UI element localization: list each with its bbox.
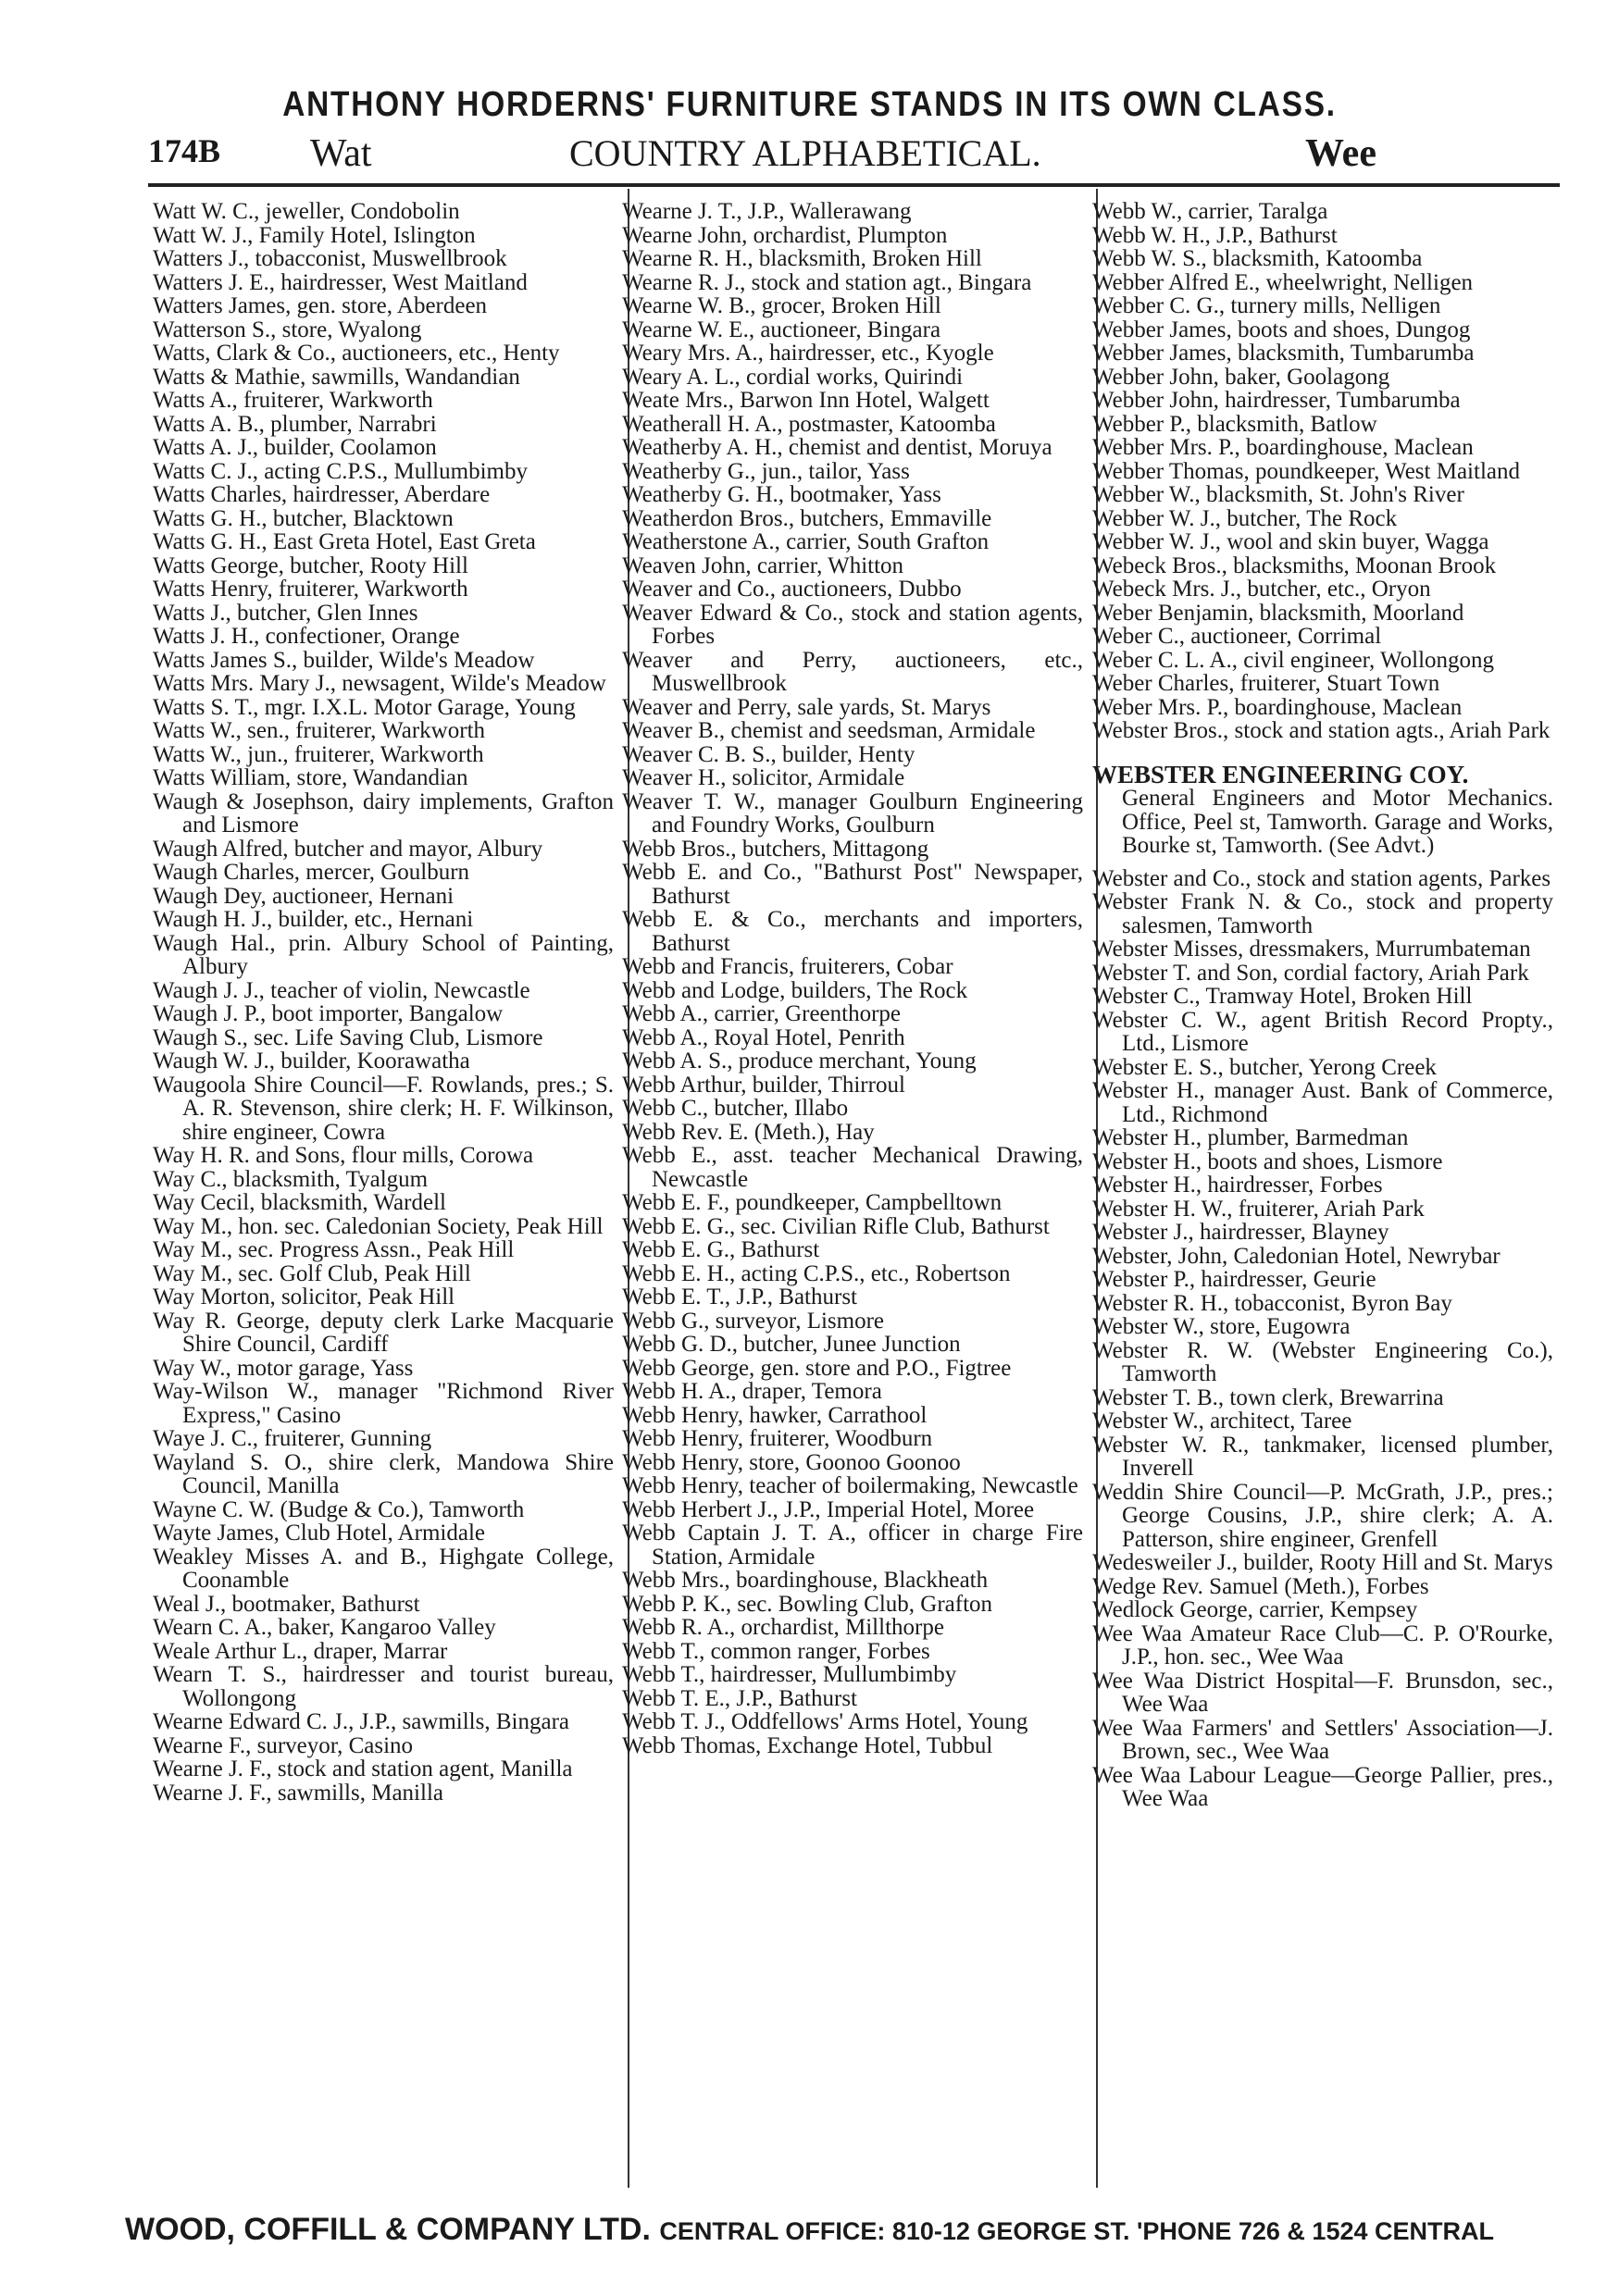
directory-entry: Wearne J. F., sawmills, Manilla xyxy=(153,1780,443,1806)
right-guide-word: Wee xyxy=(1305,132,1376,175)
directory-entry: Weaven John, carrier, Whitton xyxy=(622,552,904,578)
directory-entry: Weaver Edward & Co., stock and station agents, Forbes xyxy=(622,600,1083,649)
directory-entry: Webster H., boots and shoes, Lismore xyxy=(1092,1148,1443,1174)
directory-entry: Weatherall H. A., postmaster, Katoomba xyxy=(622,411,996,437)
directory-entry: Weber Benjamin, blacksmith, Moorland xyxy=(1092,600,1464,626)
directory-entry: Webber C. G., turnery mills, Nelligen xyxy=(1092,293,1441,318)
directory-entry: Wee Waa Labour League—George Pallier, pres., Wee Waa xyxy=(1092,1762,1553,1811)
directory-entry: Weakley Misses A. and B., Highgate College, Coonamble xyxy=(153,1544,614,1593)
directory-entry: Weber C., auctioneer, Corrimal xyxy=(1092,624,1382,649)
directory-entry: Wayne C. W. (Budge & Co.), Tamworth xyxy=(153,1496,525,1522)
directory-entry: Way M., hon. sec. Caledonian Society, Peak Hill xyxy=(153,1213,604,1239)
directory-entry: Webber James, boots and shoes, Dungog xyxy=(1092,316,1471,342)
directory-entry: Weaver H., solicitor, Armidale xyxy=(622,765,905,790)
directory-entry: Weddin Shire Council—P. McGrath, J.P., pres.; George Cousins, J.P., shire clerk; A. A. Patterson, shire engineer, Grenfell xyxy=(1092,1479,1553,1552)
directory-entry: Webber James, blacksmith, Tumbarumba xyxy=(1092,341,1475,366)
directory-entry: Webster W., architect, Taree xyxy=(1092,1409,1352,1433)
directory-entry: Wearne J. F., stock and station agent, Manilla xyxy=(153,1756,573,1781)
directory-entry: Watts J. H., confectioner, Orange xyxy=(153,624,460,649)
directory-entry: Webster T. and Son, cordial factory, Ariah Park xyxy=(1092,960,1529,986)
directory-entry: Watts W., jun., fruiterer, Warkworth xyxy=(153,741,484,767)
directory-entry: Webb Arthur, builder, Thirroul xyxy=(622,1072,905,1098)
directory-entry: Wee Waa Amateur Race Club—C. P. O'Rourke, J.P., hon. sec., Wee Waa xyxy=(1092,1620,1553,1669)
directory-entry: Webster H. W., fruiterer, Ariah Park xyxy=(1092,1196,1425,1222)
footer-company: WOOD, COFFILL & COMPANY LTD. xyxy=(125,2212,651,2247)
directory-entry: Webber John, baker, Goolagong xyxy=(1092,364,1390,390)
footer-office: CENTRAL OFFICE: 810-12 GEORGE ST. 'PHONE 726 & 1524 CENTRAL xyxy=(659,2217,1494,2245)
directory-entry: Webster Frank N. & Co., stock and property salesmen, Tamworth xyxy=(1092,889,1553,938)
directory-entry: Waugoola Shire Council—F. Rowlands, pres.; S. A. R. Stevenson, shire clerk; H. F. Wilkinson, shire engineer, Cowra xyxy=(153,1072,614,1145)
directory-entry: Wearne John, orchardist, Plumpton xyxy=(622,222,948,248)
directory-entry: Watts W., sen., fruiterer, Warkworth xyxy=(153,718,486,743)
directory-entry: Webster C., Tramway Hotel, Broken Hill xyxy=(1092,984,1473,1009)
directory-entry: Weaver and Co., auctioneers, Dubbo xyxy=(622,577,962,602)
directory-entry: Watts Mrs. Mary J., newsagent, Wilde's Meadow xyxy=(153,671,606,696)
directory-entry: Webb Henry, fruiterer, Woodburn xyxy=(622,1426,933,1451)
directory-entry: Weaver and Perry, sale yards, St. Marys xyxy=(622,694,991,720)
directory-entry: Webb G., surveyor, Lismore xyxy=(622,1308,885,1334)
directory-entry: Watt W. J., Family Hotel, Islington xyxy=(153,222,476,248)
directory-entry: Wearne R. H., blacksmith, Broken Hill xyxy=(622,246,982,271)
directory-entry: Webster H., manager Aust. Bank of Commerce, Ltd., Richmond xyxy=(1092,1078,1553,1127)
directory-entry: Watts C. J., acting C.P.S., Mullumbimby xyxy=(153,458,528,484)
directory-entry: Waugh J. P., boot importer, Bangalow xyxy=(153,1001,504,1026)
directory-entry: Webster W. R., tankmaker, licensed plumber, Inverell xyxy=(1092,1432,1553,1481)
directory-entry: Webster Bros., stock and station agts., Ariah Park xyxy=(1092,718,1551,743)
directory-entry: Webb P. K., sec. Bowling Club, Grafton xyxy=(622,1591,993,1617)
directory-entry: Wee Waa District Hospital—F. Brunsdon, sec., Wee Waa xyxy=(1092,1668,1553,1717)
directory-entry: Webster, John, Caledonian Hotel, Newrybar xyxy=(1092,1243,1501,1269)
directory-entry: Waugh Alfred, butcher and mayor, Albury xyxy=(153,836,543,862)
directory-column-3 xyxy=(1092,200,1553,1811)
directory-entry: Webber Alfred E., wheelwright, Nelligen xyxy=(1092,269,1474,295)
directory-entry: Way M., sec. Progress Assn., Peak Hill xyxy=(153,1237,515,1262)
directory-entry: Webb Captain J. T. A., officer in charge Fire Station, Armidale xyxy=(622,1520,1083,1570)
directory-entry: Webb T., common ranger, Forbes xyxy=(622,1638,930,1664)
directory-entry: Weaver and Perry, auctioneers, etc., Muswellbrook xyxy=(622,647,1083,696)
directory-entry: Watts G. H., butcher, Blacktown xyxy=(153,505,454,531)
directory-entry: Watterson S., store, Wyalong xyxy=(153,316,422,342)
directory-entry: Webb Herbert J., J.P., Imperial Hotel, Moree xyxy=(622,1496,1035,1522)
directory-entry: Way C., blacksmith, Tyalgum xyxy=(153,1166,429,1192)
directory-entry: Webster R. W. (Webster Engineering Co.), Tamworth xyxy=(1092,1337,1553,1386)
directory-entry: Webb Mrs., boardinghouse, Blackheath xyxy=(622,1568,989,1593)
directory-entry: Weate Mrs., Barwon Inn Hotel, Walgett xyxy=(622,388,990,413)
directory-entry: Weaver T. W., manager Goulburn Engineering and Foundry Works, Goulburn xyxy=(622,788,1083,838)
directory-entry: Webber John, hairdresser, Tumbarumba xyxy=(1092,388,1461,413)
directory-entry: Webb T. J., Oddfellows' Arms Hotel, Young xyxy=(622,1709,1028,1734)
directory-entry: Webb E. and Co., "Bathurst Post" Newspaper, Bathurst xyxy=(622,860,1083,909)
directory-entry: Webb E. T., J.P., Bathurst xyxy=(622,1285,858,1309)
header-rule xyxy=(148,183,1560,187)
directory-entry: Weaver B., chemist and seedsman, Armidale xyxy=(622,718,1036,743)
webster-engineering-heading: WEBSTER ENGINEERING COY. xyxy=(1092,760,1469,788)
directory-entry: Watts, Clark & Co., auctioneers, etc., Henty xyxy=(153,341,560,366)
directory-entry: Wedge Rev. Samuel (Meth.), Forbes xyxy=(1092,1573,1429,1599)
page-number: 174B xyxy=(148,132,221,169)
directory-entry: Webb C., butcher, Illabo xyxy=(622,1096,849,1121)
page-header xyxy=(148,131,1560,183)
directory-column-1 xyxy=(153,200,614,1805)
directory-entry: Watts G. H., East Greta Hotel, East Greta xyxy=(153,529,536,554)
directory-entry: Waugh Dey, auctioneer, Hernani xyxy=(153,883,455,909)
directory-entry: Way M., sec. Golf Club, Peak Hill xyxy=(153,1260,471,1286)
directory-entry: Watts A. B., plumber, Narrabri xyxy=(153,411,437,437)
directory-entry: Webb T. E., J.P., Bathurst xyxy=(622,1685,858,1711)
directory-entry: Way-Wilson W., manager "Richmond River Express," Casino xyxy=(153,1379,614,1428)
directory-entry: Weary A. L., cordial works, Quirindi xyxy=(622,364,964,390)
directory-entry: Webster Misses, dressmakers, Murrumbateman xyxy=(1092,937,1531,962)
left-guide-word: Wat xyxy=(310,132,372,175)
directory-entry: Weatherstone A., carrier, South Grafton xyxy=(622,529,990,554)
directory-entry: Way Cecil, blacksmith, Wardell xyxy=(153,1190,446,1215)
directory-entry: Webber W. J., butcher, The Rock xyxy=(1092,505,1398,531)
directory-entry: Webb T., hairdresser, Mullumbimby xyxy=(622,1662,957,1687)
directory-entry: Watters J. E., hairdresser, West Maitland xyxy=(153,269,528,295)
directory-entry: Waugh Hal., prin. Albury School of Painting, Albury xyxy=(153,930,614,979)
directory-entry: Webeck Mrs. J., butcher, etc., Oryon xyxy=(1092,577,1431,602)
directory-entry: Webster R. H., tobacconist, Byron Bay xyxy=(1092,1290,1452,1316)
directory-entry: Webb E. & Co., merchants and importers, Bathurst xyxy=(622,907,1083,956)
directory-entry: Webb E. G., Bathurst xyxy=(622,1237,820,1262)
directory-entry: Wearn C. A., baker, Kangaroo Valley xyxy=(153,1615,496,1640)
directory-entry: Weber Mrs. P., boardinghouse, Maclean xyxy=(1092,694,1463,720)
directory-entry: Weatherby A. H., chemist and dentist, Moruya xyxy=(622,435,1052,460)
directory-entry: Weal J., bootmaker, Bathurst xyxy=(153,1591,420,1617)
directory-entry: Webster E. S., butcher, Yerong Creek xyxy=(1092,1054,1437,1080)
directory-entry: Webb W., carrier, Taralga xyxy=(1092,199,1328,224)
directory-entry: Webb W. S., blacksmith, Katoomba xyxy=(1092,246,1423,271)
directory-entry: Way H. R. and Sons, flour mills, Corowa xyxy=(153,1143,534,1168)
directory-entry: Webb Henry, store, Goonoo Goonoo xyxy=(622,1449,961,1475)
directory-entry: Webster W., store, Eugowra xyxy=(1092,1314,1351,1339)
directory-entry: Webb A., Royal Hotel, Penrith xyxy=(622,1024,905,1050)
directory-entry: Watts George, butcher, Rooty Hill xyxy=(153,552,468,578)
directory-entry: Wayte James, Club Hotel, Armidale xyxy=(153,1520,486,1545)
directory-entry: Weatherby G., jun., tailor, Yass xyxy=(622,458,910,484)
directory-entry: Weary Mrs. A., hairdresser, etc., Kyogle xyxy=(622,341,994,366)
directory-entry: Watts A. J., builder, Coolamon xyxy=(153,435,437,460)
directory-entry: Watts S. T., mgr. I.X.L. Motor Garage, Young xyxy=(153,694,576,720)
directory-entry: Waugh H. J., builder, etc., Hernani xyxy=(153,907,474,932)
directory-entry: Watts Charles, hairdresser, Aberdare xyxy=(153,482,491,507)
directory-entry: Waugh Charles, mercer, Goulburn xyxy=(153,860,470,885)
directory-entry: Webster C. W., agent British Record Propty., Ltd., Lismore xyxy=(1092,1007,1553,1056)
directory-entry: Weale Arthur L., draper, Marrar xyxy=(153,1638,448,1664)
directory-entry: Webb and Lodge, builders, The Rock xyxy=(622,977,968,1003)
directory-entry: Way R. George, deputy clerk Larke Macquarie Shire Council, Cardiff xyxy=(153,1308,614,1357)
directory-entry: Webb G. D., butcher, Junee Junction xyxy=(622,1332,961,1357)
directory-entry: Weber Charles, fruiterer, Stuart Town xyxy=(1092,671,1440,696)
directory-entry: Watters J., tobacconist, Muswellbrook xyxy=(153,246,507,271)
directory-entry: Way Morton, solicitor, Peak Hill xyxy=(153,1285,455,1309)
directory-entry: Webster H., hairdresser, Forbes xyxy=(1092,1173,1383,1198)
directory-entry: Webber Thomas, poundkeeper, West Maitland xyxy=(1092,458,1520,484)
advertising-banner: ANTHONY HORDERNS' FURNITURE STANDS IN ITS OWN CLASS. xyxy=(282,85,1337,124)
directory-column-2 xyxy=(622,200,1083,1757)
directory-entry: Watts Henry, fruiterer, Warkworth xyxy=(153,577,468,602)
directory-column-3-bottom xyxy=(1092,867,1553,1811)
directory-entry: Webb E. F., poundkeeper, Campbelltown xyxy=(622,1190,1003,1215)
directory-entry: Weatherdon Bros., butchers, Emmaville xyxy=(622,505,992,531)
directory-entry: Webb and Francis, fruiterers, Cobar xyxy=(622,954,953,979)
directory-entry: Waugh W. J., builder, Koorawatha xyxy=(153,1049,470,1074)
directory-entry: Webb Rev. E. (Meth.), Hay xyxy=(622,1119,875,1145)
directory-entry: Watts A., fruiterer, Warkworth xyxy=(153,388,433,413)
directory-entry: Weber C. L. A., civil engineer, Wollongong xyxy=(1092,647,1495,673)
directory-entry: Waye J. C., fruiterer, Gunning xyxy=(153,1426,432,1451)
directory-entry: Weaver C. B. S., builder, Henty xyxy=(622,741,915,767)
directory-entry: Wedesweiler J., builder, Rooty Hill and St. Marys xyxy=(1092,1550,1553,1575)
directory-entry: Watts William, store, Wandandian xyxy=(153,765,468,790)
directory-entry: Wayland S. O., shire clerk, Mandowa Shire Council, Manilla xyxy=(153,1449,614,1498)
directory-entry: Wearne F., surveyor, Casino xyxy=(153,1732,414,1758)
directory-entry: Webber P., blacksmith, Batlow xyxy=(1092,411,1377,437)
directory-entry: Webeck Bros., blacksmiths, Moonan Brook xyxy=(1092,552,1497,578)
directory-entry: Webber W., blacksmith, St. John's River xyxy=(1092,482,1464,507)
directory-entry: Wearne R. J., stock and station agt., Bingara xyxy=(622,269,1032,295)
directory-entry: Webb R. A., orchardist, Millthorpe xyxy=(622,1615,944,1640)
directory-entry: Webb Thomas, Exchange Hotel, Tubbul xyxy=(622,1732,993,1758)
directory-entry: Webber W. J., wool and skin buyer, Wagga xyxy=(1092,529,1489,554)
directory-entry: Way W., motor garage, Yass xyxy=(153,1355,414,1381)
directory-entry: Webster T. B., town clerk, Brewarrina xyxy=(1092,1384,1444,1410)
directory-entry: Webb Henry, teacher of boilermaking, Newcastle xyxy=(622,1473,1078,1498)
directory-entry: Webb E. H., acting C.P.S., etc., Robertson xyxy=(622,1260,1011,1286)
directory-entry: Watters James, gen. store, Aberdeen xyxy=(153,293,488,318)
directory-entry: Webb Bros., butchers, Mittagong xyxy=(622,836,929,862)
directory-entry: Watts & Mathie, sawmills, Wandandian xyxy=(153,364,520,390)
directory-entry: Webb Henry, hawker, Carrathool xyxy=(622,1402,928,1428)
directory-entry: Webb W. H., J.P., Bathurst xyxy=(1092,222,1338,248)
directory-entry: Watts James S., builder, Wilde's Meadow xyxy=(153,647,535,673)
directory-entry: Webster J., hairdresser, Blayney xyxy=(1092,1220,1389,1245)
directory-entry: Wearne J. T., J.P., Wallerawang xyxy=(622,199,912,224)
footer-advertisement xyxy=(0,2212,1619,2248)
directory-entry: Webster H., plumber, Barmedman xyxy=(1092,1125,1409,1150)
directory-entry: Waugh & Josephson, dairy implements, Grafton and Lismore xyxy=(153,788,614,838)
directory-entry: Webb A., carrier, Greenthorpe xyxy=(622,1001,902,1026)
directory-entry: Wearne W. B., grocer, Broken Hill xyxy=(622,293,941,318)
directory-entry: Webb A. S., produce merchant, Young xyxy=(622,1049,977,1074)
webster-engineering-body: General Engineers and Motor Mechanics. Office, Peel st, Tamworth. Garage and Works, Bourke st, Tamworth. (See Advt.) xyxy=(1122,786,1553,858)
directory-entry: Webber Mrs. P., boardinghouse, Maclean xyxy=(1092,435,1474,460)
directory-entry: Wearne W. E., auctioneer, Bingara xyxy=(622,316,941,342)
directory-entry: Webb E., asst. teacher Mechanical Drawing, Newcastle xyxy=(622,1143,1083,1192)
directory-entry: Watt W. C., jeweller, Condobolin xyxy=(153,199,460,224)
directory-entry: Waugh S., sec. Life Saving Club, Lismore xyxy=(153,1024,543,1050)
directory-entry: Waugh J. J., teacher of violin, Newcastle xyxy=(153,977,530,1003)
directory-entry: Webster P., hairdresser, Geurie xyxy=(1092,1267,1376,1292)
section-title: COUNTRY ALPHABETICAL. xyxy=(569,132,1041,174)
directory-entry: Webb E. G., sec. Civilian Rifle Club, Bathurst xyxy=(622,1213,1050,1239)
directory-entry: Wedlock George, carrier, Kempsey xyxy=(1092,1597,1418,1622)
directory-entry: Weatherby G. H., bootmaker, Yass xyxy=(622,482,941,507)
directory-entry: Wearne Edward C. J., J.P., sawmills, Bingara xyxy=(153,1709,569,1734)
directory-entry: Webster and Co., stock and station agents, Parkes xyxy=(1092,865,1551,891)
directory-entry: Wearn T. S., hairdresser and tourist bureau, Wollongong xyxy=(153,1662,614,1711)
directory-entry: Webb George, gen. store and P.O., Figtree xyxy=(622,1355,1012,1381)
directory-entry: Watts J., butcher, Glen Innes xyxy=(153,600,418,626)
directory-entry: Webb H. A., draper, Temora xyxy=(622,1379,882,1404)
directory-entry: Wee Waa Farmers' and Settlers' Association—J. Brown, sec., Wee Waa xyxy=(1092,1715,1553,1764)
directory-column-3-top xyxy=(1092,200,1553,743)
